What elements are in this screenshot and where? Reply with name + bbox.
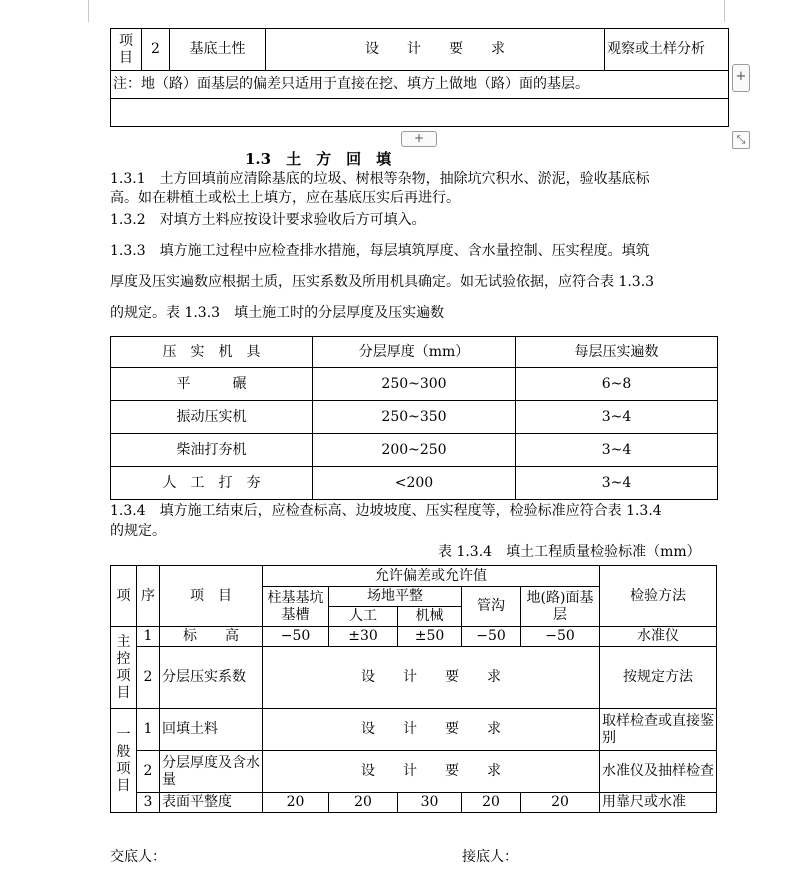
paragraph-1-3-3-line-1: 1.3.3 填方施工过程中应检查排水措施，每层填筑厚度、含水量控制、压实程度。填筑 <box>110 243 650 259</box>
compaction-table <box>110 336 718 500</box>
quality-cell-name[interactable]: 表面平整度 <box>160 793 263 813</box>
quality-header-pit[interactable]: 柱基基坑基槽 <box>263 587 329 627</box>
quality-cell-value[interactable]: 20 <box>329 793 398 813</box>
quality-header-allowance[interactable]: 允许偏差或允许值 <box>263 566 600 587</box>
quality-cell-name[interactable]: 分层压实系数 <box>160 647 263 709</box>
quality-header-ditch[interactable]: 管沟 <box>462 587 521 627</box>
paragraph-1-3-3-line-3: 的规定。表 1.3.3 填土施工时的分层厚度及压实遍数 <box>110 305 445 321</box>
compaction-cell[interactable]: 柴油打夯机 <box>111 434 313 467</box>
compaction-cell[interactable]: 人 工 打 夯 <box>111 467 313 500</box>
compaction-cell[interactable]: 平 碾 <box>111 368 313 401</box>
quality-cell-name[interactable]: 分层厚度及含水量 <box>160 751 263 793</box>
compaction-cell[interactable]: 振动压实机 <box>111 401 313 434</box>
quality-header-seq[interactable]: 序 <box>137 566 160 627</box>
quality-cell-seq[interactable]: 3 <box>137 793 160 813</box>
paragraph-1-3-1-line-1: 1.3.1 土方回填前应清除基底的垃圾、树根等杂物，抽除坑穴积水、淤泥，验收基底标 <box>110 171 650 187</box>
paragraph-1-3-3-line-2: 厚度及压实遍数应根据土质，压实系数及所用机具确定。如无试验依据，应符合表 1.3.3 <box>110 274 655 290</box>
paragraph-1-3-4-line-2: 的规定。 <box>110 523 166 539</box>
quality-header-method[interactable]: 检验方法 <box>600 566 717 627</box>
quality-cell-method[interactable]: 水准仪及抽样检查 <box>600 751 717 793</box>
compaction-cell[interactable]: 250~300 <box>313 368 516 401</box>
quality-cell-method[interactable]: 水准仪 <box>600 627 717 647</box>
compaction-header-equipment[interactable]: 压 实 机 具 <box>111 337 313 368</box>
top-table <box>110 28 729 127</box>
quality-cell-name[interactable]: 回填土料 <box>160 709 263 751</box>
table-resize-handle[interactable]: ⤡ <box>732 131 750 149</box>
quality-cell-value[interactable]: 20 <box>263 793 329 813</box>
quality-cell-value[interactable]: ±50 <box>398 627 462 647</box>
quality-header-name[interactable]: 项 目 <box>160 566 263 627</box>
compaction-header-thickness[interactable]: 分层厚度（mm） <box>313 337 516 368</box>
quality-cell-seq[interactable]: 2 <box>137 647 160 709</box>
handover-label: 交底人： <box>110 849 166 865</box>
quality-cell-seq[interactable]: 2 <box>137 751 160 793</box>
quality-cell-value[interactable]: −50 <box>263 627 329 647</box>
quality-cell-value[interactable]: ±30 <box>329 627 398 647</box>
quality-cell-method[interactable]: 取样检查或直接鉴别 <box>600 709 717 751</box>
top-table-empty-row[interactable] <box>111 99 729 127</box>
quality-header-site[interactable]: 场地平整 <box>329 587 462 607</box>
quality-cell-method[interactable]: 用靠尺或水准 <box>600 793 717 813</box>
compaction-cell[interactable]: 3~4 <box>516 434 718 467</box>
compaction-cell[interactable]: 3~4 <box>516 401 718 434</box>
compaction-cell[interactable]: <200 <box>313 467 516 500</box>
quality-cell-value[interactable]: 20 <box>462 793 521 813</box>
receiver-label: 接底人： <box>462 849 518 865</box>
page-margin-line-left <box>88 0 89 22</box>
compaction-cell[interactable]: 3~4 <box>516 467 718 500</box>
quality-cell-requirement[interactable]: 设 计 要 求 <box>263 751 600 793</box>
quality-group-general[interactable]: 一般项目 <box>111 709 137 813</box>
quality-cell-value[interactable]: 20 <box>521 793 600 813</box>
quality-cell-name[interactable]: 标 高 <box>160 627 263 647</box>
page-margin-line-right <box>724 0 725 22</box>
quality-header-road[interactable]: 地(路)面基层 <box>521 587 600 627</box>
quality-header-item[interactable]: 项 <box>111 566 137 627</box>
quality-cell-seq[interactable]: 1 <box>137 627 160 647</box>
compaction-header-passes[interactable]: 每层压实遍数 <box>516 337 718 368</box>
top-table-cell-name[interactable]: 基底土性 <box>170 29 266 71</box>
paragraph-1-3-1-line-2: 高。如在耕植土或松土上填方，应在基底压实后再进行。 <box>110 190 460 206</box>
quality-table <box>110 565 717 813</box>
quality-header-manual[interactable]: 人工 <box>329 607 398 627</box>
top-table-cell-method[interactable]: 观察或土样分析 <box>605 29 729 71</box>
table-1-3-4-caption: 表 1.3.4 填土工程质量检验标准（mm） <box>438 544 701 560</box>
quality-cell-method[interactable]: 按规定方法 <box>600 647 717 709</box>
quality-cell-value[interactable]: 30 <box>398 793 462 813</box>
top-table-note[interactable]: 注：地（路）面基层的偏差只适用于直接在挖、填方上做地（路）面的基层。 <box>111 71 729 99</box>
quality-group-main[interactable]: 主控项目 <box>111 627 137 709</box>
top-table-cell-seq[interactable]: 2 <box>142 29 170 71</box>
top-table-cell-requirement[interactable]: 设 计 要 求 <box>266 29 605 71</box>
top-table-cell-item[interactable]: 项目 <box>111 29 142 71</box>
quality-header-mech[interactable]: 机械 <box>398 607 462 627</box>
compaction-cell[interactable]: 200~250 <box>313 434 516 467</box>
compaction-cell[interactable]: 6~8 <box>516 368 718 401</box>
quality-cell-value[interactable]: −50 <box>462 627 521 647</box>
compaction-cell[interactable]: 250~350 <box>313 401 516 434</box>
quality-cell-requirement[interactable]: 设 计 要 求 <box>263 709 600 751</box>
add-column-button[interactable]: + <box>732 64 750 92</box>
add-row-button[interactable]: + <box>401 131 437 147</box>
quality-cell-requirement[interactable]: 设 计 要 求 <box>263 647 600 709</box>
quality-cell-value[interactable]: −50 <box>521 627 600 647</box>
paragraph-1-3-4-line-1: 1.3.4 填方施工结束后，应检查标高、边坡坡度、压实程度等，检验标准应符合表 1.3.4 <box>110 503 662 519</box>
quality-cell-seq[interactable]: 1 <box>137 709 160 751</box>
paragraph-1-3-2: 1.3.2 对填方土料应按设计要求验收后方可填入。 <box>110 212 426 228</box>
section-title: 1.3 土 方 回 填 <box>245 150 392 168</box>
